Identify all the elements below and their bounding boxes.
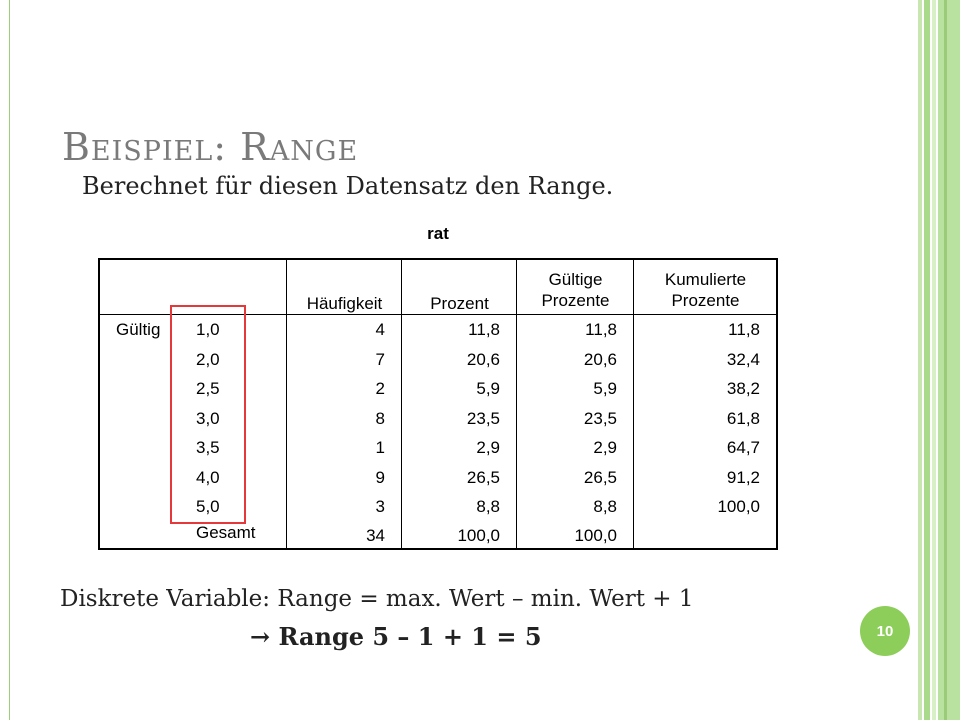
- table-caption: rat: [427, 224, 449, 243]
- decor-stripe: [938, 0, 960, 720]
- cell-gueltige: 20,6: [583, 349, 617, 369]
- col-header-kumulierte-line2: Prozente: [671, 291, 740, 311]
- cell-prozent: 2,9: [476, 438, 500, 457]
- cell-haeufigkeit: 1: [375, 438, 385, 457]
- cell-prozent: 100,0: [457, 526, 500, 545]
- cell-kumulierte: 61,8: [726, 408, 760, 428]
- row-value: 5,0: [196, 497, 220, 516]
- col-header-kumulierte-line1: Kumulierte: [664, 270, 747, 289]
- cell-prozent: 20,6: [466, 349, 500, 369]
- table-divider: [401, 260, 402, 548]
- cell-kumulierte: 32,4: [726, 349, 760, 369]
- table-divider: [516, 260, 517, 548]
- highlight-box: [170, 305, 246, 524]
- row-value: 2,0: [196, 349, 220, 369]
- cell-haeufigkeit: 2: [375, 379, 385, 398]
- col-header-haeufigkeit: Häufigkeit: [306, 294, 383, 313]
- row-value: 3,0: [196, 408, 220, 428]
- cell-haeufigkeit: 34: [366, 526, 385, 545]
- decor-stripe: [924, 0, 930, 720]
- col-header-gueltige: [518, 269, 633, 312]
- cell-gueltige: 2,9: [593, 438, 617, 457]
- table-divider: [286, 260, 287, 548]
- row-group-label: Gültig: [116, 320, 161, 339]
- cell-prozent: 11,8: [468, 320, 500, 339]
- row-value-total: Gesamt: [196, 523, 256, 542]
- page-number-badge: [860, 606, 910, 656]
- cell-prozent: 5,9: [476, 379, 500, 398]
- cell-haeufigkeit: 8: [375, 408, 385, 428]
- col-header-gueltige-line2: Prozente: [541, 291, 610, 311]
- page-number: 10: [876, 622, 894, 640]
- slide-title: Beispiel: Range: [62, 125, 359, 169]
- cell-kumulierte: 11,8: [728, 320, 760, 339]
- row-value: 2,5: [196, 379, 220, 398]
- cell-kumulierte: 91,2: [726, 467, 760, 487]
- decor-stripe: [944, 0, 947, 720]
- slide-subtitle: Berechnet für diesen Datensatz den Range.: [82, 172, 614, 200]
- cell-kumulierte: 100,0: [717, 497, 760, 516]
- row-value: 1,0: [196, 320, 220, 339]
- cell-gueltige: 26,5: [583, 467, 617, 487]
- col-header-kumulierte: [635, 269, 776, 312]
- cell-haeufigkeit: 3: [375, 497, 385, 516]
- cell-prozent: 26,5: [466, 467, 500, 487]
- cell-gueltige: 11,8: [585, 320, 617, 339]
- col-header-gueltige-line1: Gültige: [548, 270, 603, 289]
- row-value: 3,5: [196, 438, 220, 457]
- range-formula: Diskrete Variable: Range = max. Wert – min. Wert + 1: [60, 586, 694, 612]
- decor-stripe: [932, 0, 936, 720]
- cell-prozent: 23,5: [466, 408, 500, 428]
- row-value: 4,0: [196, 467, 220, 487]
- col-header-prozent: Prozent: [430, 294, 489, 313]
- left-border-line: [0, 0, 10, 720]
- cell-haeufigkeit: 7: [375, 349, 385, 369]
- cell-kumulierte: 38,2: [726, 379, 760, 398]
- cell-haeufigkeit: 4: [375, 320, 385, 339]
- decor-stripe: [918, 0, 922, 720]
- cell-kumulierte: 64,7: [726, 438, 760, 457]
- cell-gueltige: 8,8: [593, 497, 617, 516]
- cell-gueltige: 5,9: [593, 379, 617, 398]
- cell-gueltige: 23,5: [583, 408, 617, 428]
- cell-haeufigkeit: 9: [375, 467, 385, 487]
- cell-gueltige: 100,0: [574, 526, 617, 545]
- cell-prozent: 8,8: [476, 497, 500, 516]
- table-divider: [633, 260, 634, 548]
- range-result: → Range 5 – 1 + 1 = 5: [250, 622, 542, 651]
